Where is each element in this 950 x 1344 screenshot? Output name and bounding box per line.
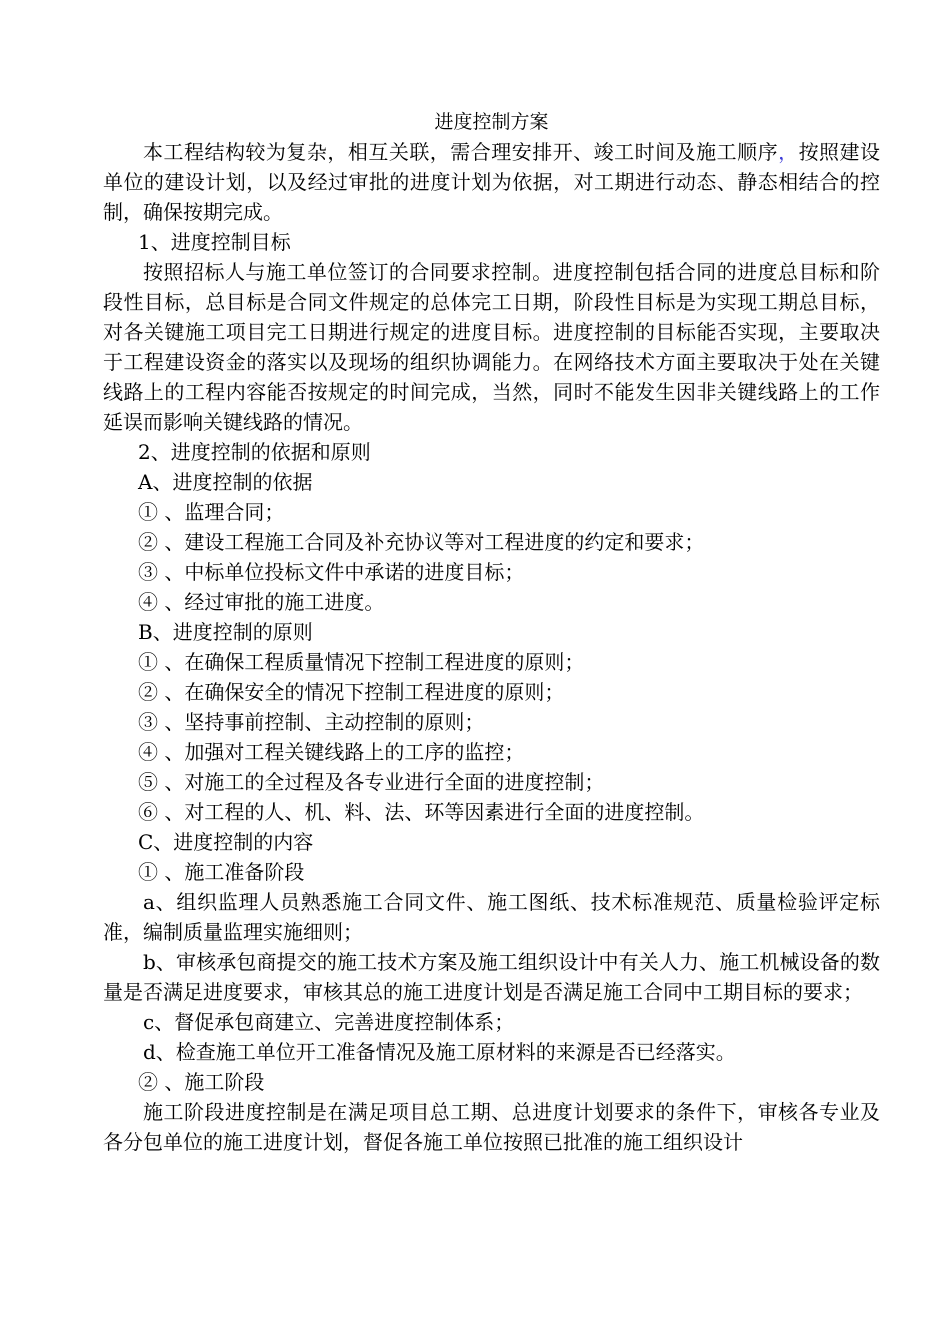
content-heading: C、进度控制的内容 <box>138 830 314 854</box>
construction-stage-heading: ② 、施工阶段 <box>138 1070 265 1094</box>
intro-blue-comma: ， <box>778 140 799 164</box>
basis-item: ② 、建设工程施工合同及补充协议等对工程进度的约定和要求； <box>138 530 705 554</box>
prep-item: a、组织监理人员熟悉施工合同文件、施工图纸、技术标准规范、质量检验评定标准，编制质量监理实施细则； <box>103 890 880 944</box>
section-1-paragraph: 按照招标人与施工单位签订的合同要求控制。进度控制包括合同的进度总目标和阶段性目标，总目标是合同文件规定的总体完工日期，阶段性目标是为实现工期总目标，对各关键施工项目完工日期进行规定的进度目标。进度控制的目标能否实现，主要取决于工程建设资金的落实以及现场的组织协调能力。在网络技术方面主要取决于处在关键线路上的工程内容能否按规定的时间完成，当然，同时不能发生因非关键线路上的工作延误而影响关键线路的情况。 <box>103 260 880 434</box>
principle-item: ③ 、坚持事前控制、主动控制的原则； <box>138 710 485 734</box>
construction-paragraph: 施工阶段进度控制是在满足项目总工期、总进度计划要求的条件下，审核各专业及各分包单位的施工进度计划，督促各施工单位按照已批准的施工组织设计 <box>103 1100 880 1154</box>
principle-item: ⑥ 、对工程的人、机、料、法、环等因素进行全面的进度控制。 <box>138 800 705 824</box>
principles-heading: B、进度控制的原则 <box>138 620 313 644</box>
principle-item: ② 、在确保安全的情况下控制工程进度的原则； <box>138 680 565 704</box>
document-body <box>103 107 880 1157</box>
document-title: 进度控制方案 <box>434 111 549 133</box>
intro-text-end: 按照建设单位的建设计划，以及经过审批的进度计划为依据，对工期进行动态、静态相结合的控制，确保按期完成。 <box>103 140 881 224</box>
basis-item: ③ 、中标单位投标文件中承诺的进度目标； <box>138 560 525 584</box>
intro-paragraph <box>103 137 880 227</box>
prep-item: c、督促承包商建立、完善进度控制体系； <box>143 1010 515 1034</box>
prep-item: b、审核承包商提交的施工技术方案及施工组织设计中有关人力、施工机械设备的数量是否满足进度要求，审核其总的施工进度计划是否满足施工合同中工期目标的要求； <box>103 950 880 1004</box>
intro-text-start: 本工程结构较为复杂，相互关联，需合理安排开、竣工时间及施工顺序 <box>143 140 779 164</box>
principle-item: ① 、在确保工程质量情况下控制工程进度的原则； <box>138 650 585 674</box>
section-1-heading: 1、进度控制目标 <box>138 230 291 254</box>
principle-item: ⑤ 、对施工的全过程及各专业进行全面的进度控制； <box>138 770 605 794</box>
prep-item: d、检查施工单位开工准备情况及施工原材料的来源是否已经落实。 <box>143 1040 736 1064</box>
basis-item: ① 、监理合同； <box>138 500 285 524</box>
principle-item: ④ 、加强对工程关键线路上的工序的监控； <box>138 740 525 764</box>
prep-stage-heading: ① 、施工准备阶段 <box>138 860 305 884</box>
basis-heading: A、进度控制的依据 <box>138 470 313 494</box>
section-2-heading: 2、进度控制的依据和原则 <box>138 440 371 464</box>
basis-item: ④ 、经过审批的施工进度。 <box>138 590 385 614</box>
